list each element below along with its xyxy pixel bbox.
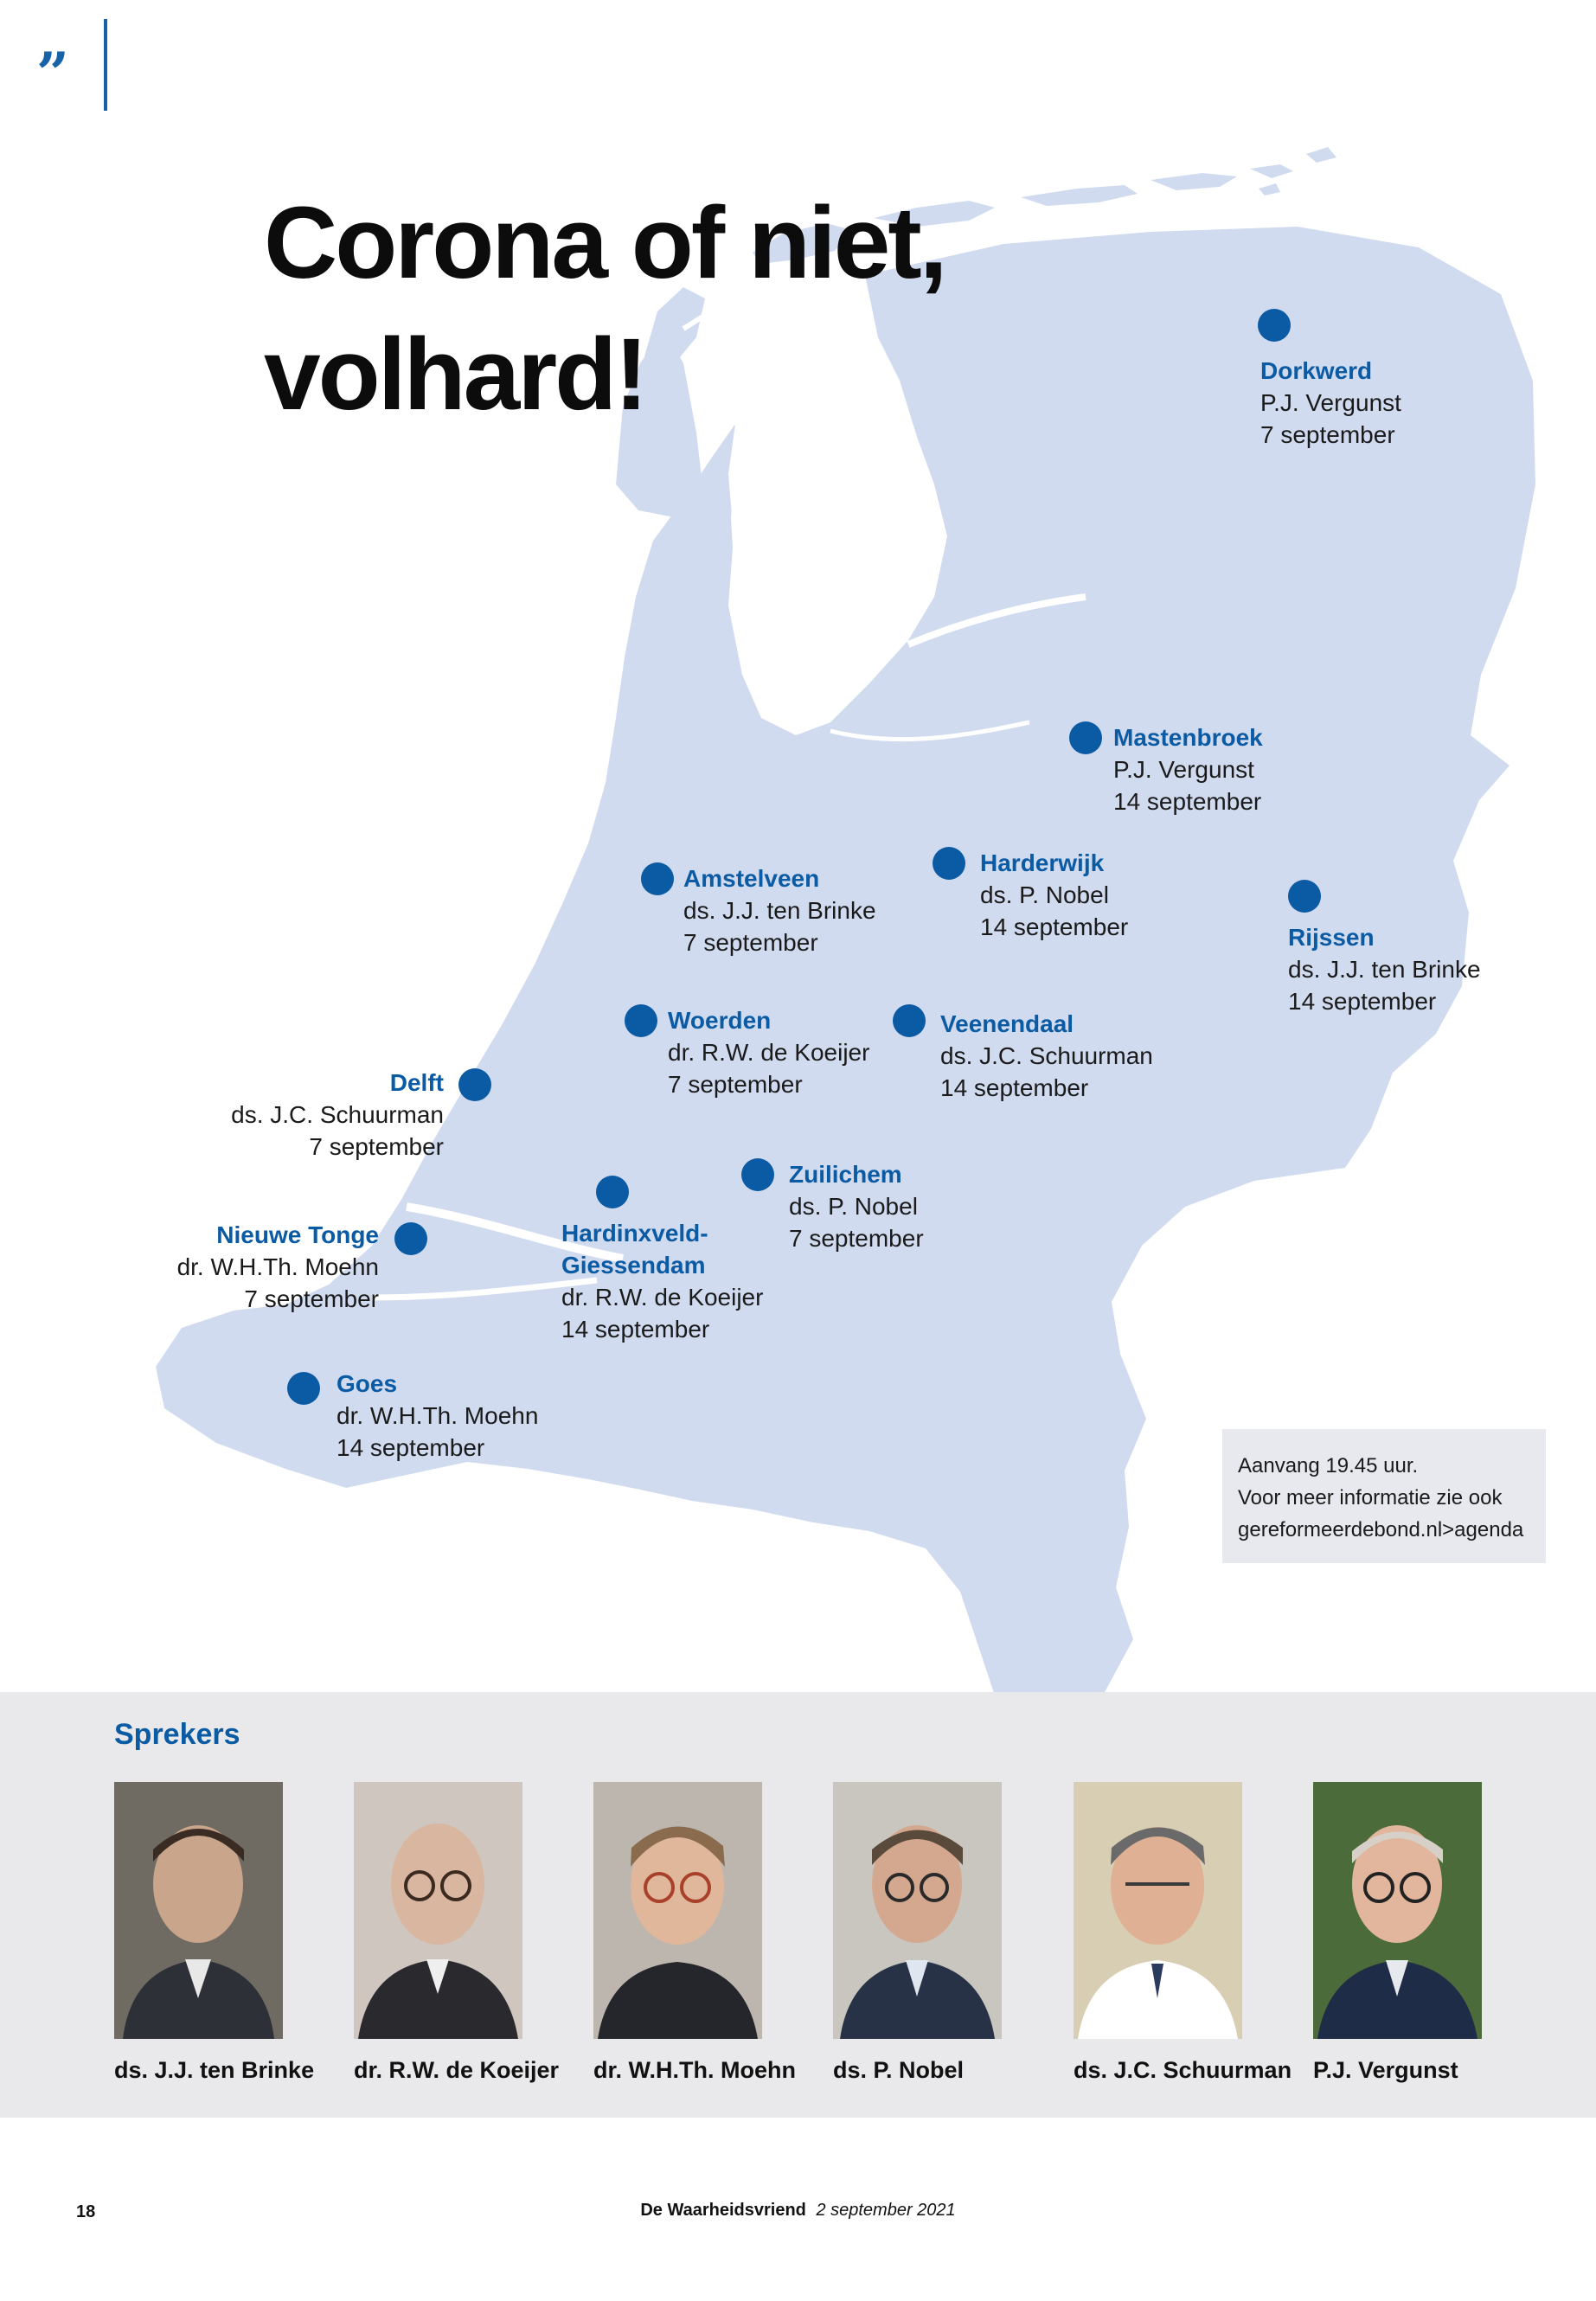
speaker-photo <box>833 1782 1002 2039</box>
info-start-time: Aanvang 19.45 uur. <box>1238 1454 1419 1477</box>
pin-zuilichem <box>741 1158 774 1191</box>
magazine-name: De Waarheidsvriend <box>640 2201 806 2220</box>
event-date: 14 september <box>561 1316 710 1343</box>
city-name: Zuilichem <box>789 1161 902 1188</box>
title-line-2: volhard! <box>264 317 646 432</box>
location-mastenbroek <box>1113 721 1263 817</box>
location-zuilichem <box>789 1158 924 1254</box>
event-date: 7 september <box>309 1133 444 1160</box>
event-date: 7 september <box>244 1285 379 1312</box>
city-name: Goes <box>337 1370 398 1397</box>
speaker-card-name: ds. J.J. ten Brinke <box>114 2057 315 2083</box>
page-title <box>264 177 1008 440</box>
city-name: Amstelveen <box>683 865 820 892</box>
event-date: 14 september <box>940 1074 1089 1101</box>
speaker-name: ds. J.J. ten Brinke <box>683 897 876 924</box>
speaker-card <box>1074 1782 1292 2083</box>
speaker-card-name: ds. J.C. Schuurman <box>1074 2057 1292 2083</box>
speaker-name: ds. P. Nobel <box>980 881 1109 908</box>
pin-rijssen <box>1288 880 1321 913</box>
city-name-line-1: Hardinxveld- <box>561 1220 708 1247</box>
pin-harderwijk <box>933 847 965 880</box>
city-name: Mastenbroek <box>1113 724 1263 751</box>
location-delft <box>231 1067 444 1163</box>
info-more: Voor meer informatie zie ook <box>1238 1486 1503 1509</box>
city-name: Woerden <box>668 1007 772 1034</box>
page-number: 18 <box>76 2202 96 2221</box>
speaker-name: dr. W.H.Th. Moehn <box>176 1253 379 1280</box>
speaker-card-name: ds. P. Nobel <box>833 2057 965 2083</box>
city-name-line-2: Giessendam <box>561 1252 706 1279</box>
pin-delft <box>458 1068 491 1101</box>
city-name: Rijssen <box>1288 924 1375 951</box>
quote-rule <box>104 19 107 111</box>
event-date: 14 september <box>1288 988 1437 1015</box>
location-veenendaal <box>940 1008 1153 1104</box>
speaker-photo <box>354 1782 522 2039</box>
speaker-card <box>593 1782 796 2083</box>
event-date: 14 september <box>1113 788 1262 815</box>
location-goes <box>337 1368 538 1464</box>
pin-nieuwe-tonge <box>394 1222 427 1255</box>
location-woerden <box>668 1004 869 1100</box>
speaker-photo <box>114 1782 283 2039</box>
event-date: 14 september <box>337 1434 485 1461</box>
pin-goes <box>287 1372 320 1405</box>
location-harderwijk <box>980 847 1128 943</box>
speaker-photo <box>1313 1782 1482 2039</box>
speaker-card <box>114 1782 315 2083</box>
info-box <box>1222 1429 1546 1563</box>
event-date: 7 september <box>668 1071 803 1098</box>
speaker-name: ds. P. Nobel <box>789 1193 918 1220</box>
speaker-photo <box>1074 1782 1242 2039</box>
location-hardinxveld-giessendam <box>561 1217 763 1345</box>
location-rijssen <box>1288 921 1481 1017</box>
pin-amstelveen <box>641 862 674 895</box>
speaker-card-name: P.J. Vergunst <box>1313 2057 1458 2083</box>
speaker-name: P.J. Vergunst <box>1260 389 1401 416</box>
issue-date: 2 september 2021 <box>816 2201 956 2220</box>
pin-veenendaal <box>893 1004 926 1037</box>
speaker-name: ds. J.J. ten Brinke <box>1288 956 1481 983</box>
speaker-card <box>833 1782 1002 2083</box>
speaker-card-name: dr. R.W. de Koeijer <box>354 2057 560 2083</box>
speaker-name: ds. J.C. Schuurman <box>231 1101 444 1128</box>
speaker-name: dr. R.W. de Koeijer <box>668 1039 870 1066</box>
event-date: 14 september <box>980 913 1129 940</box>
quote-mark: ” <box>36 40 69 107</box>
location-amstelveen <box>683 862 876 958</box>
location-dorkwerd <box>1260 355 1401 451</box>
footer <box>0 2201 1596 2221</box>
event-date: 7 september <box>789 1225 924 1252</box>
title-line-1: Corona of niet, <box>264 186 945 300</box>
speaker-name: ds. J.C. Schuurman <box>940 1042 1153 1069</box>
city-name: Delft <box>389 1069 444 1096</box>
city-name: Nieuwe Tonge <box>216 1221 379 1248</box>
pin-mastenbroek <box>1069 721 1102 754</box>
location-nieuwe-tonge <box>177 1219 379 1315</box>
speaker-name: P.J. Vergunst <box>1113 756 1254 783</box>
city-name: Dorkwerd <box>1260 357 1373 384</box>
event-date: 7 september <box>683 929 818 956</box>
info-link: gereformeerdebond.nl>agenda <box>1238 1518 1524 1541</box>
city-name: Harderwijk <box>980 849 1105 876</box>
speakers-heading: Sprekers <box>114 1718 240 1751</box>
city-name: Veenendaal <box>940 1010 1074 1037</box>
speaker-card <box>354 1782 560 2083</box>
pin-hardinxveld-giessendam <box>596 1176 629 1208</box>
speaker-card <box>1313 1782 1482 2083</box>
speaker-name: dr. W.H.Th. Moehn <box>337 1402 539 1429</box>
speaker-photo <box>593 1782 762 2039</box>
event-date: 7 september <box>1260 421 1395 448</box>
speaker-card-name: dr. W.H.Th. Moehn <box>593 2057 796 2083</box>
speaker-name: dr. R.W. de Koeijer <box>561 1284 764 1311</box>
pin-woerden <box>625 1004 657 1037</box>
pin-dorkwerd <box>1258 309 1291 342</box>
